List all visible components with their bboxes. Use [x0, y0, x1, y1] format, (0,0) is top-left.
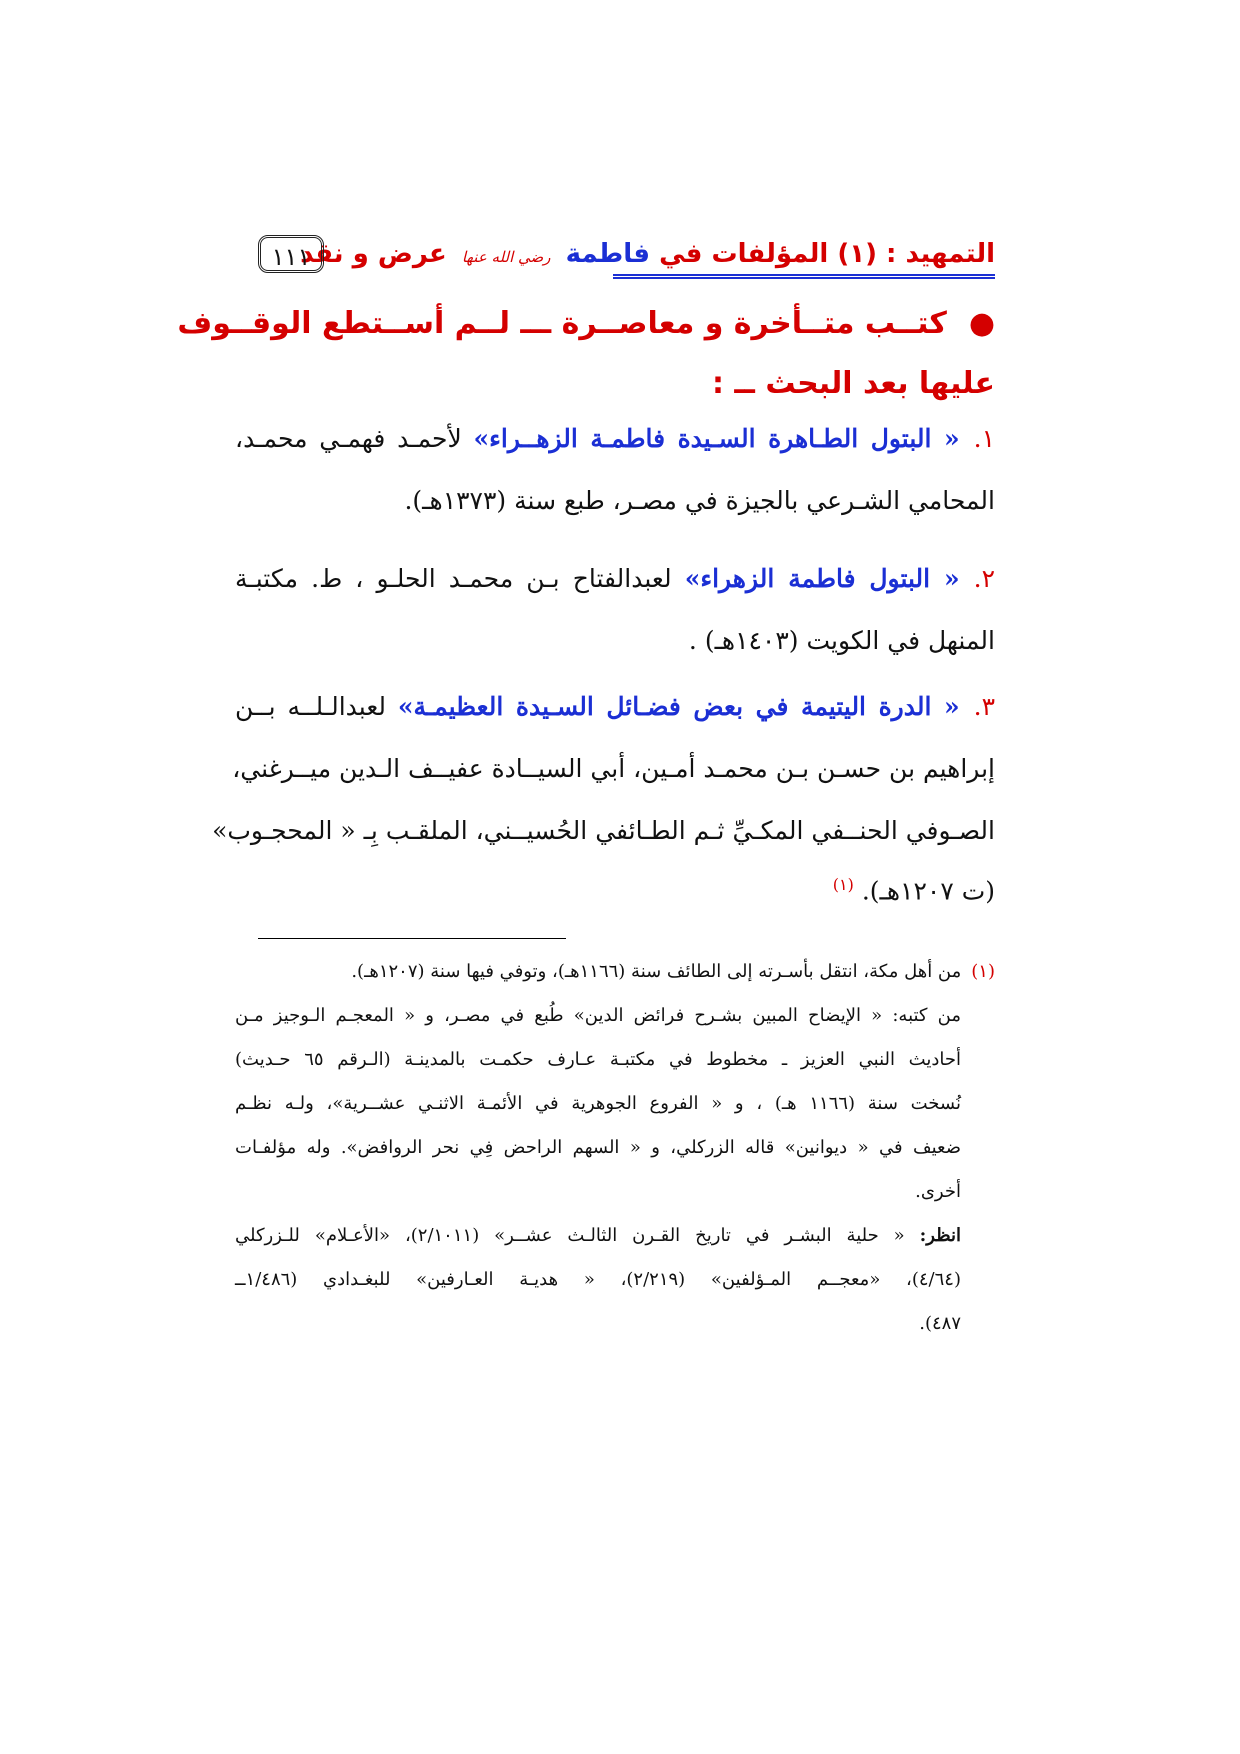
header-title-part1: التمهيد : (: [865, 239, 995, 269]
entry-text: لعبدالـلــه بــن: [235, 692, 398, 721]
entry-text: الصـوفي الحنــفي المكـيِّ ثـم الطـائفي الحُسيــني، الملقـب بِـ « المحجـوب»: [212, 816, 995, 845]
header-title-part3: فاطمة: [556, 239, 660, 269]
entry-text: لأحمـد فهمـي محمـد،: [235, 424, 474, 453]
book-title: « البتول فاطمة الزهراء»: [684, 564, 960, 593]
list-item-number: ١.: [973, 424, 995, 453]
list-item-number: ٣.: [973, 692, 995, 721]
header-title-part4: عرض و نقد: [300, 239, 456, 269]
entry-text: المنهل في الكويت (١٤٠٣هـ) .: [688, 626, 995, 655]
see-label: انظر:: [919, 1225, 961, 1246]
book-title: « البتول الطـاهرة السـيدة فاطمـة الزهــراء»: [473, 424, 960, 453]
section-heading-line2: [235, 356, 995, 412]
book-title: « الدرة اليتيمة في بعض فضـائل السـيدة العظيمـة»: [397, 692, 960, 721]
footnotes: [235, 950, 995, 1346]
entry-text: لعبدالفتاح بـن محمـد الحلـو ، ط. مكتبـة: [235, 564, 685, 593]
footnote-separator: [258, 938, 566, 939]
list-item-2: [235, 548, 995, 672]
footnote-text: نُسخت سنة (١١٦٦ هـ) ، و « الفروع الجوهرية في الأئمـة الاثنـي عشــرية»، ولـه نظـم: [235, 1093, 961, 1114]
honorific-calligraphy: رضي الله عنها: [461, 248, 551, 266]
running-header: [258, 235, 995, 287]
footnote-text: ٤٨٧).: [919, 1313, 961, 1334]
section-heading-line2-text: عليها بعد البحث ــ :: [711, 366, 995, 401]
footnote-text: أخرى.: [915, 1181, 961, 1202]
header-title-part2: ) المؤلفات في: [659, 239, 850, 269]
footnote-number: (١): [971, 961, 995, 982]
entry-text: (ت ١٢٠٧هـ).: [861, 876, 995, 906]
footnote-text: ضعيف في « ديوانين» قاله الزركلي، و « السهم الراحض فِي نحر الروافض». وله مؤلفـات: [235, 1137, 961, 1158]
footnote-text: من كتبه: « الإيضاح المبين بشـرح فرائض الدين» طُبع في مصـر، و « المعجـم الـوجيز مـن: [235, 1005, 961, 1026]
list-item-number: ٢.: [973, 564, 995, 593]
header-title-num: ١: [849, 239, 866, 269]
list-item-1: [235, 408, 995, 532]
footnote-reference[interactable]: (١): [832, 875, 854, 894]
header-title: [300, 235, 995, 276]
page-number: ١١١: [258, 235, 324, 273]
footnote-text: من أهل مكة، انتقل بأسـرته إلى الطائف سنة (١١٦٦هـ)، وتوفي فيها سنة (١٢٠٧هـ).: [351, 961, 962, 982]
list-item-3: [212, 676, 995, 914]
footnote-text: (٤/٦٤)، «معجــم المـؤلفين» (٢/٢١٩)، « هديـة العـارفين» للبغـدادي (١/٤٨٦ــ: [235, 1269, 961, 1290]
section-heading-part-a: كتــب متــأخرة و: [704, 306, 947, 341]
footnote-text: أحاديث النبي العزيز ـ مخطوط في مكتبـة عـارف حكمـت بالمدينـة (الـرقم ٦٥ حـديث): [235, 1049, 961, 1070]
bullet-icon: ●: [968, 306, 995, 341]
entry-text: إبراهيم بن حسـن بـن محمـد أمـين، أبي السيــادة عفيــف الـدين ميــرغني،: [232, 754, 995, 783]
section-heading: [177, 296, 995, 352]
footnote-text: « حلية البشـر في تاريخ القـرن الثالـث عشــر» (٢/١٠١١)، «الأعـلام» للـزركلي: [235, 1225, 920, 1246]
section-heading-part-b: معاصــرة ـــ لــم أســتطع الوقــوف: [177, 306, 705, 341]
entry-text: المحامي الشـرعي بالجيزة في مصـر، طبع سنة (١٣٧٣هـ).: [404, 486, 995, 515]
header-rule: [613, 274, 995, 279]
